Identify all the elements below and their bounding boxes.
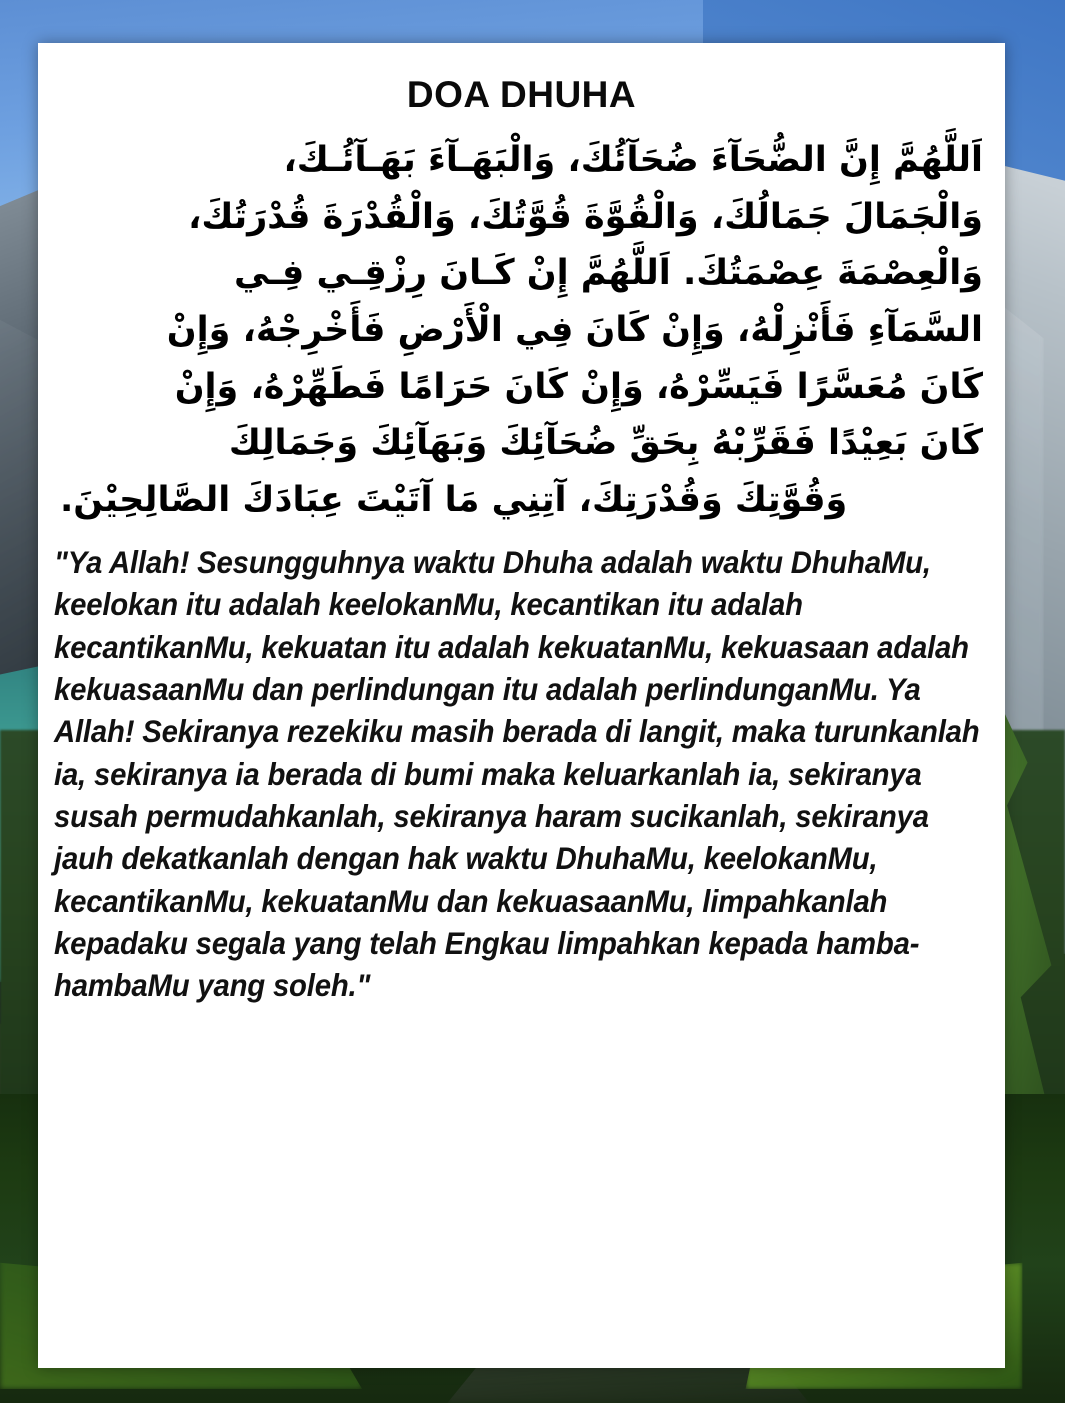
arabic-line bbox=[56, 415, 987, 472]
doa-card bbox=[38, 43, 1005, 1368]
arabic-line bbox=[56, 302, 987, 359]
arabic-line bbox=[56, 245, 987, 302]
indonesian-translation bbox=[54, 541, 991, 1007]
arabic-line-text: كَانَ مُعَسَّرًا فَيَسِّرْهُ، وَإِنْ كَانَ حَرَامًا فَطَهِّرْهُ، وَإِنْ bbox=[174, 366, 983, 407]
arabic-line-text: كَانَ بَعِيْدًا فَقَرِّبْهُ بِحَقِّ ضُحَآئِكَ وَبَهَآئِكَ وَجَمَالِكَ bbox=[228, 423, 983, 464]
arabic-line bbox=[56, 472, 987, 529]
arabic-line-text: وَقُوَّتِكَ وَقُدْرَتِكَ، آتِنِي مَا آتَيْتَ عِبَادَكَ الصَّالِحِيْنَ. bbox=[60, 480, 848, 521]
arabic-line-text: اَللَّهُمَّ إِنَّ الضُّحَآءَ ضُحَآئُكَ، وَالْبَهَـآءَ بَهَـآئُـكَ، bbox=[283, 140, 983, 180]
arabic-line-text: وَالْجَمَالَ جَمَالُكَ، وَالْقُوَّةَ قُوَّتُكَ، وَالْقُدْرَةَ قُدْرَتُكَ، bbox=[188, 196, 983, 237]
arabic-dua-text bbox=[56, 132, 987, 529]
arabic-line-text: السَّمَآءِ فَأَنْزِلْهُ، وَإِنْ كَانَ فِي الْأَرْضِ فَأَخْرِجْهُ، وَإِنْ bbox=[166, 310, 983, 351]
arabic-line bbox=[56, 359, 987, 416]
arabic-line bbox=[56, 189, 987, 246]
page-title: DOA DHUHA bbox=[406, 74, 637, 115]
arabic-line bbox=[56, 132, 987, 189]
arabic-line-text: وَالْعِصْمَةَ عِصْمَتُكَ. اَللَّهُمَّ إِنْ كَـانَ رِزْقِـي فِـي bbox=[233, 253, 983, 294]
translation-paragraph: "Ya Allah! Sesungguhnya waktu Dhuha adalah waktu DhuhaMu, keelokan itu adalah keelokanMu, kecantikan itu adalah kecantikanMu, kekuatan itu adalah kekuatanMu, kekuasaan adalah kekuasaanMu dan perlindungan itu adalah perlindunganMu. Ya Allah! Sekiranya rezekiku masih berada di langit, maka turunkanlah ia, sekiranya ia berada di bumi maka keluarkanlah ia, sekiranya susah permudahkanlah, sekiranya haram sucikanlah, sekiranya jauh dekatkanlah dengan hak waktu DhuhaMu, keelokanMu, kecantikanMu, kekuatanMu dan kekuasaanMu, limpahkanlah kepadaku segala yang telah Engkau limpahkan kepada hamba-hambaMu yang soleh." bbox=[54, 543, 980, 1004]
